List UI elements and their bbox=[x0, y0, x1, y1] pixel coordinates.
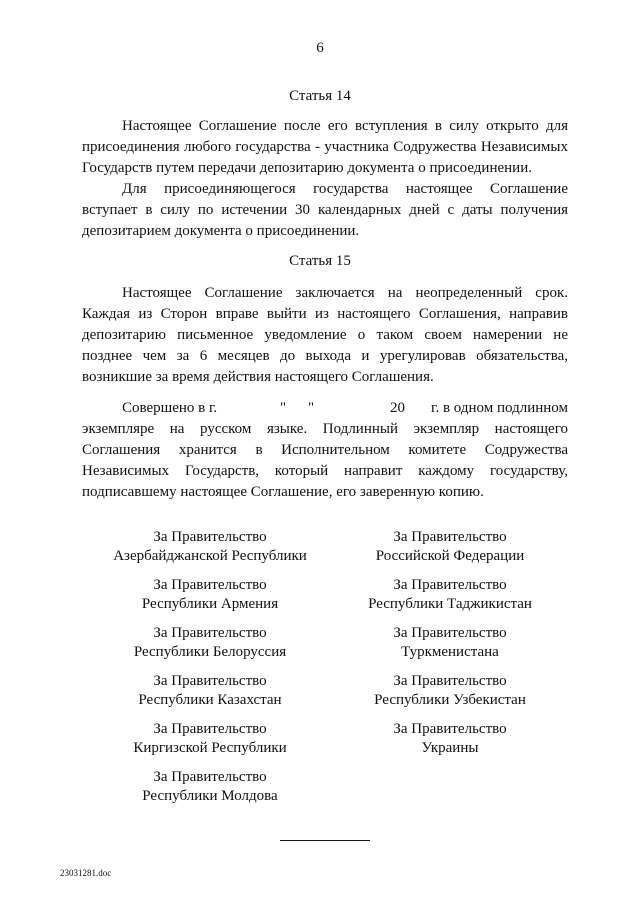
closing-rest: экземпляре на русском языке. Подлинный экземпляр настоящего Соглашения хранится в Исполнительном комитете Содружества Независимых Государств, который направит каждому государству, подписавшему настоящее Соглашение, его заверенную копию. bbox=[82, 421, 568, 500]
signatures-left bbox=[80, 528, 340, 816]
signature-block bbox=[320, 576, 580, 624]
signature-for: За Правительство bbox=[153, 673, 267, 689]
done-in-label: Совершено в г. bbox=[122, 400, 218, 416]
signature-for: За Правительство bbox=[393, 529, 507, 545]
signature-for: За Правительство bbox=[393, 577, 507, 593]
signature-for: За Правительство bbox=[153, 577, 267, 593]
signature-block bbox=[320, 528, 580, 576]
quote-close: " bbox=[308, 400, 315, 416]
signature-block bbox=[320, 720, 580, 768]
signature-party: Киргизской Республики bbox=[133, 740, 287, 756]
signature-for: За Правительство bbox=[153, 529, 267, 545]
signature-block bbox=[80, 768, 340, 816]
signature-party: Республики Белоруссия bbox=[133, 644, 287, 660]
article-15-title: Статья 15 bbox=[289, 253, 351, 269]
quote-open: " bbox=[280, 400, 287, 416]
footer-divider bbox=[280, 840, 370, 841]
article-14-paragraph-2: Для присоединяющегося государства настоящее Соглашение вступает в силу по истечении 30 календарных дней с даты получения депозитарием документа о присоединении. bbox=[82, 181, 568, 239]
signature-block bbox=[80, 672, 340, 720]
signature-party: Туркменистана bbox=[401, 644, 499, 660]
signature-for: За Правительство bbox=[393, 625, 507, 641]
signature-block bbox=[80, 720, 340, 768]
signature-party: Республики Казахстан bbox=[138, 692, 282, 708]
signature-party: Республики Армения bbox=[141, 596, 279, 612]
year-prefix: 20 bbox=[390, 400, 405, 416]
signature-party: Республики Молдова bbox=[142, 788, 278, 804]
signature-block bbox=[320, 624, 580, 672]
signature-for: За Правительство bbox=[153, 721, 267, 737]
page-number: 6 bbox=[316, 40, 324, 56]
file-name: 23031281.doc bbox=[60, 868, 112, 878]
signature-block bbox=[320, 672, 580, 720]
signature-party: Республики Таджикистан bbox=[368, 596, 532, 612]
signature-party: Республики Узбекистан bbox=[374, 692, 526, 708]
signature-party: Азербайджанской Республики bbox=[113, 548, 307, 564]
signature-for: За Правительство bbox=[153, 769, 267, 785]
signature-for: За Правительство bbox=[393, 673, 507, 689]
signatures-right bbox=[320, 528, 580, 768]
signature-block bbox=[80, 624, 340, 672]
closing-line1-rest: г. в одном подлинном bbox=[431, 400, 568, 416]
signature-for: За Правительство bbox=[153, 625, 267, 641]
signature-party: Российской Федерации bbox=[375, 548, 525, 564]
article-14-title: Статья 14 bbox=[289, 88, 351, 104]
signature-for: За Правительство bbox=[393, 721, 507, 737]
signature-block bbox=[80, 576, 340, 624]
signature-block bbox=[80, 528, 340, 576]
article-14-paragraph-1: Настоящее Соглашение после его вступления в силу открыто для присоединения любого государства - участника Содружества Независимых Государств путем передачи депозитарию документа о присоединении. bbox=[82, 118, 568, 176]
article-15-paragraph-1: Настоящее Соглашение заключается на неопределенный срок. Каждая из Сторон вправе выйти из настоящего Соглашения, направив депозитарию письменное уведомление о таком своем намерении не позднее чем за 6 месяцев до выхода и урегулировав обязательства, возникшие за время действия настоящего Соглашения. bbox=[82, 285, 568, 385]
signature-party: Украины bbox=[421, 740, 479, 756]
